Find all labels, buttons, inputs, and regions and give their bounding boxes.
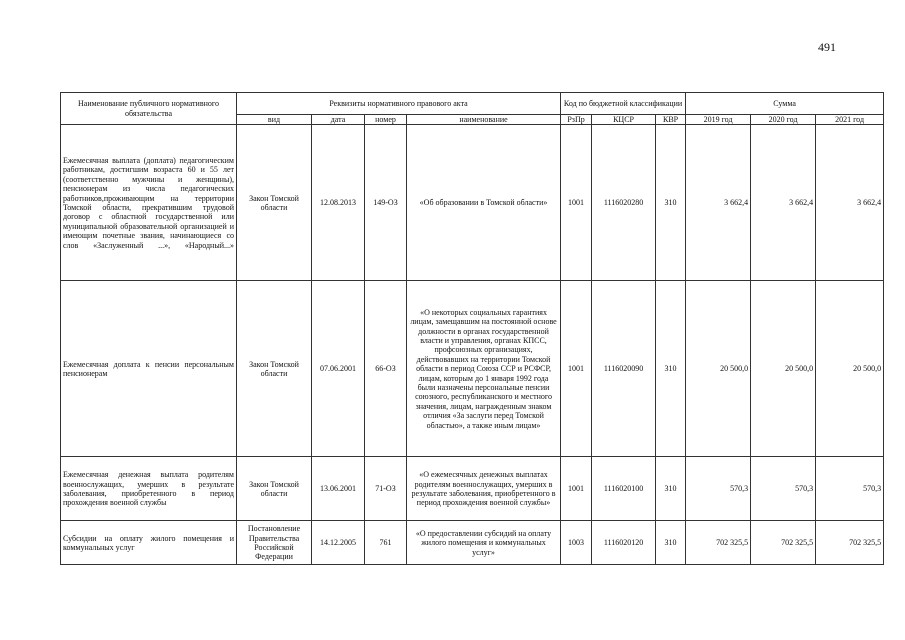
- kvr-code: 310: [656, 521, 686, 565]
- col-header-2019: 2019 год: [686, 115, 751, 125]
- act-kind: Постановление Правительства Российской Федерации: [237, 521, 312, 565]
- act-number: 66-ОЗ: [365, 281, 407, 457]
- sum-2020: 20 500,0: [751, 281, 816, 457]
- sum-2019: 570,3: [686, 457, 751, 521]
- sum-2021: 20 500,0: [816, 281, 884, 457]
- col-header-date: дата: [312, 115, 365, 125]
- col-header-requisites: Реквизиты нормативного правового акта: [237, 93, 561, 115]
- kcsr-code: 1116020120: [592, 521, 656, 565]
- sum-2020: 3 662,4: [751, 125, 816, 281]
- col-header-title: наименование: [407, 115, 561, 125]
- col-header-kcsr: КЦСР: [592, 115, 656, 125]
- col-header-sum: Сумма: [686, 93, 884, 115]
- table-row: [61, 521, 884, 565]
- sum-2021: 570,3: [816, 457, 884, 521]
- sum-2020: 702 325,5: [751, 521, 816, 565]
- rzpr-code: 1003: [561, 521, 592, 565]
- act-date: 14.12.2005: [312, 521, 365, 565]
- act-kind: Закон Томской области: [237, 125, 312, 281]
- kcsr-code: 1116020280: [592, 125, 656, 281]
- obligations-table: [60, 92, 884, 565]
- act-title: «О предоставлении субсидий на оплату жилого помещения и коммунальных услуг»: [407, 521, 561, 565]
- kvr-code: 310: [656, 125, 686, 281]
- kcsr-code: 1116020090: [592, 281, 656, 457]
- act-date: 13.06.2001: [312, 457, 365, 521]
- header-row-top: [61, 93, 884, 115]
- kvr-code: 310: [656, 457, 686, 521]
- obligation-name: Ежемесячная выплата (доплата) педагогическим работникам, достигшим возраста 60 и 55 лет (соответственно мужчины и женщины), пенсионерам из числа педагогических работников,проживающим на территории Томской области, прекратившим трудовой договор с областной государственной или муниципальной образовательной организацией и имеющим почетные звания, начинающиеся со слов «Заслуженный ...», «Народный...»: [61, 125, 237, 281]
- table-row: [61, 125, 884, 281]
- col-header-rzpr: РзПр: [561, 115, 592, 125]
- obligation-name: Ежемесячная доплата к пенсии персональным пенсионерам: [61, 281, 237, 457]
- sum-2019: 702 325,5: [686, 521, 751, 565]
- col-header-2020: 2020 год: [751, 115, 816, 125]
- sum-2020: 570,3: [751, 457, 816, 521]
- rzpr-code: 1001: [561, 281, 592, 457]
- act-title: «О некоторых социальных гарантиях лицам, замещавшим на постоянной основе должности в органах государственной власти и управления, органах КПСС, профсоюзных организациях, действовавших на территории Томской области в период Союза ССР и РСФСР, лицам, которым до 1 января 1992 года были назначены персональные пенсии союзного, республиканского и местного значения, лицам, награжденным знаком отличия «За заслуги перед Томской областью», а также иным лицам»: [407, 281, 561, 457]
- act-kind: Закон Томской области: [237, 457, 312, 521]
- act-number: 149-ОЗ: [365, 125, 407, 281]
- col-header-budget-code: Код по бюджетной классификации: [561, 93, 686, 115]
- rzpr-code: 1001: [561, 457, 592, 521]
- sum-2021: 702 325,5: [816, 521, 884, 565]
- page-number: 491: [818, 40, 836, 54]
- act-title: «Об образовании в Томской области»: [407, 125, 561, 281]
- table-row: [61, 457, 884, 521]
- col-header-number: номер: [365, 115, 407, 125]
- col-header-2021: 2021 год: [816, 115, 884, 125]
- table-row: [61, 281, 884, 457]
- col-header-kvr: КВР: [656, 115, 686, 125]
- obligation-name: Субсидии на оплату жилого помещения и коммунальных услуг: [61, 521, 237, 565]
- sum-2019: 20 500,0: [686, 281, 751, 457]
- act-kind: Закон Томской области: [237, 281, 312, 457]
- col-header-name: Наименование публичного нормативного обязательства: [61, 93, 237, 125]
- kcsr-code: 1116020100: [592, 457, 656, 521]
- sum-2021: 3 662,4: [816, 125, 884, 281]
- act-number: 761: [365, 521, 407, 565]
- sum-2019: 3 662,4: [686, 125, 751, 281]
- kvr-code: 310: [656, 281, 686, 457]
- act-title: «О ежемесячных денежных выплатах родителям военнослужащих, умерших в результате заболевания, приобретенного в период прохождения военной службы»: [407, 457, 561, 521]
- act-date: 12.08.2013: [312, 125, 365, 281]
- obligation-name: Ежемесячная денежная выплата родителям военнослужащих, умерших в результате заболевания, приобретенного в период прохождения военной службы: [61, 457, 237, 521]
- rzpr-code: 1001: [561, 125, 592, 281]
- col-header-kind: вид: [237, 115, 312, 125]
- act-date: 07.06.2001: [312, 281, 365, 457]
- act-number: 71-ОЗ: [365, 457, 407, 521]
